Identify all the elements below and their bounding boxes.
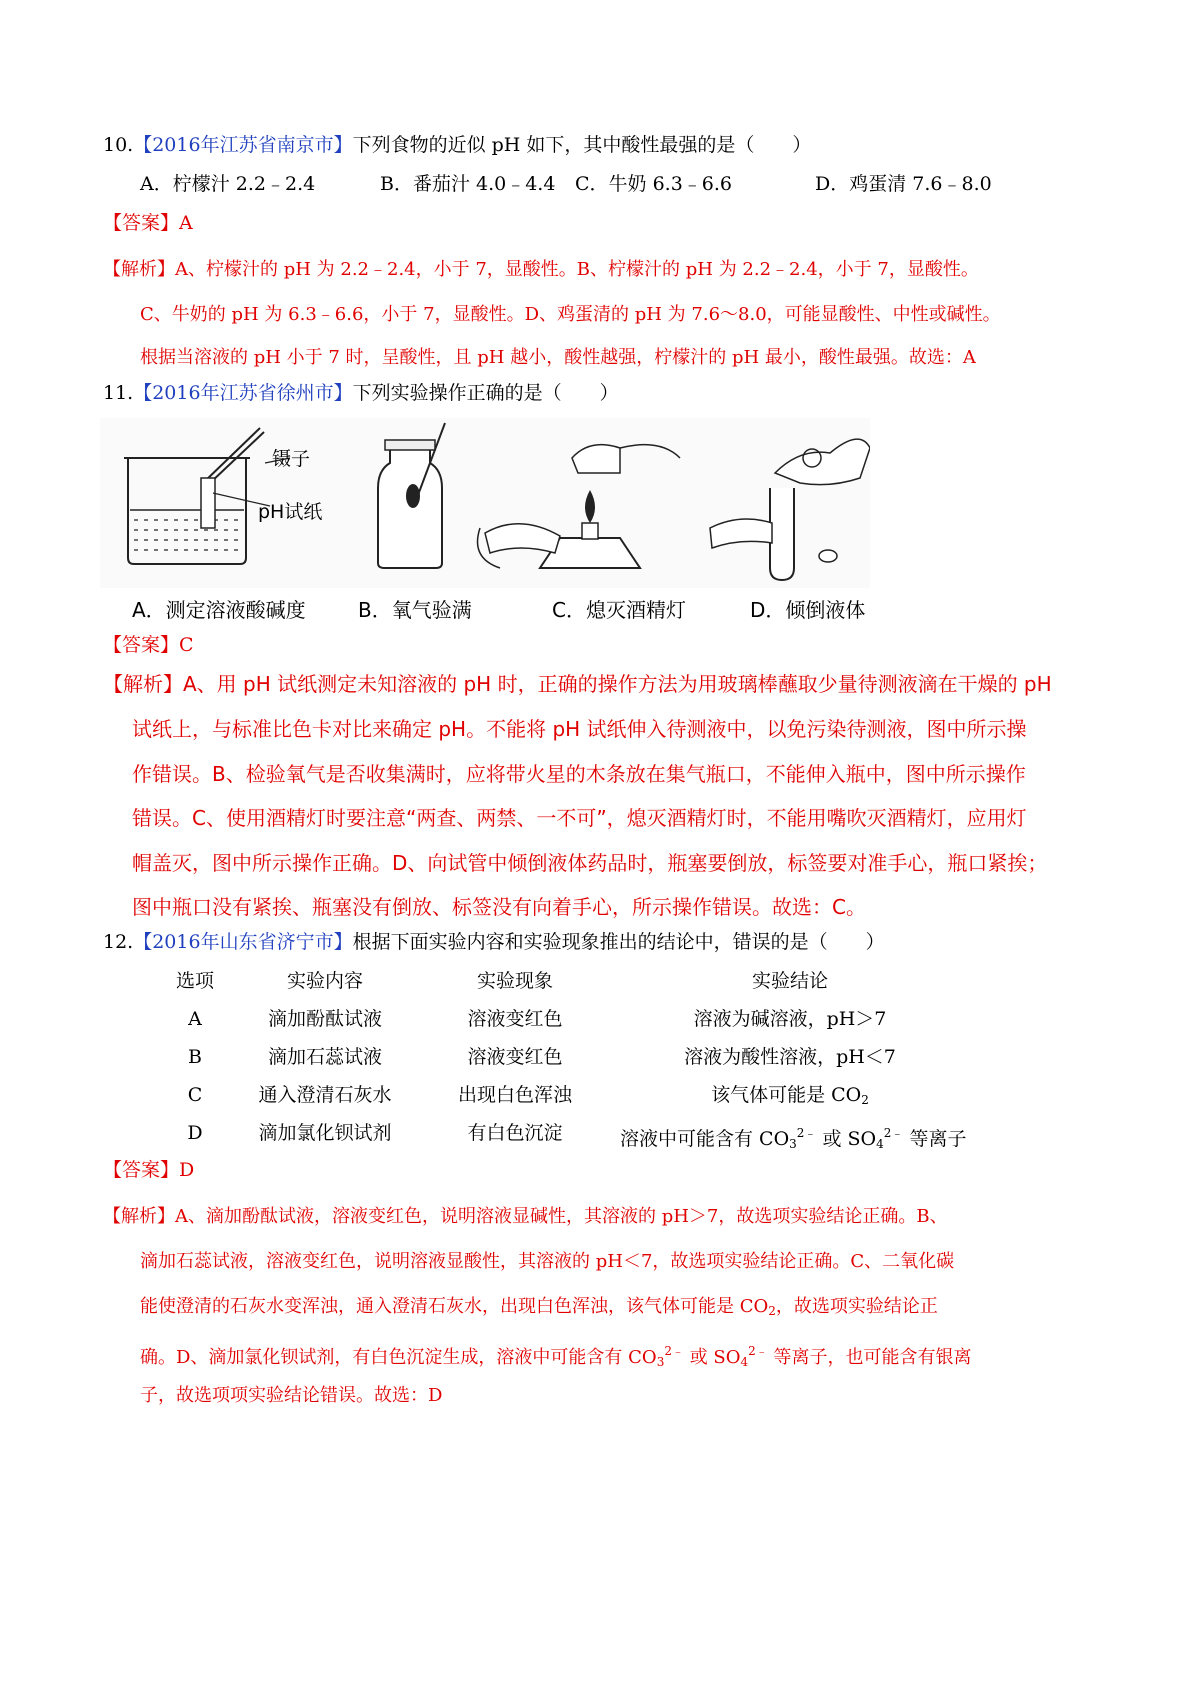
table-row-a-phenomenon: 溶液变红色	[467, 1008, 563, 1030]
q10-number: 10.	[103, 134, 134, 156]
q12-stem: 根据下面实验内容和实验现象推出的结论中，错误的是（ ）	[352, 931, 885, 953]
table-row-c-option: C	[187, 1084, 203, 1106]
q12-analysis-line-3	[140, 1294, 938, 1324]
q10-answer: 【答案】A	[103, 212, 193, 234]
q11-caption-b: B．氧气验满	[358, 598, 472, 622]
ph-paper-label: pH试纸	[258, 501, 323, 523]
q12-analysis-line-4-sub-1: 3	[656, 1355, 665, 1369]
q12-analysis-line-3-text: 能使澄清的石灰水变浑浊，通入澄清石灰水，出现白色浑浊，该气体可能是 CO	[140, 1296, 769, 1317]
table-header-option: 选项	[175, 970, 214, 992]
q11-analysis-line-4: 错误。C、使用酒精灯时要注意“两查、两禁、一不可”，熄灭酒精灯时，不能用嘴吹灭酒精灯，应用灯	[132, 806, 1027, 830]
q10-analysis-line-2: C、牛奶的 pH 为 6.3﹣6.6，小于 7，显酸性。D、鸡蛋清的 pH 为 7.6～8.0，可能显酸性、中性或碱性。	[140, 304, 1001, 325]
table-row-b-option: B	[188, 1046, 202, 1068]
q10-analysis-line-3: 根据当溶液的 pH 小于 7 时，呈酸性，且 pH 越小，酸性越强，柠檬汁的 pH 最小，酸性最强。故选：A	[140, 347, 976, 368]
q11-caption-c: C．熄灭酒精灯	[552, 598, 686, 622]
q10-stem-line	[103, 132, 811, 158]
table-row-b-content: 滴加石蕊试液	[267, 1046, 382, 1068]
table-header-content: 实验内容	[286, 970, 363, 992]
q11-number: 11.	[103, 382, 134, 404]
table-header-phenomenon: 实验现象	[476, 970, 553, 992]
q10-stem: 下列食物的近似 pH 如下，其中酸性最强的是（ ）	[352, 134, 812, 156]
q12-analysis-line-1: 【解析】A、滴加酚酞试液，溶液变红色，说明溶液显碱性，其溶液的 pH＞7，故选项实验结论正确。B、	[103, 1206, 948, 1227]
q12-analysis-line-4-text: 确。D、滴加氯化钡试剂，有白色沉淀生成，溶液中可能含有 CO	[140, 1347, 657, 1368]
conclusion-d-sub-2: 4	[876, 1137, 884, 1151]
table-row-c-conclusion	[640, 1082, 940, 1113]
q12-source: 【2016年山东省济宁市】	[133, 931, 353, 953]
beaker-illustration	[124, 428, 290, 564]
table-row-c-content: 通入澄清石灰水	[258, 1084, 392, 1106]
q11-analysis-line-6: 图中瓶口没有紧挨、瓶塞没有倒放、标签没有向着手心，所示操作错误。故选：C。	[132, 895, 866, 919]
q12-analysis-line-4-mid: 或 SO	[689, 1347, 741, 1368]
q11-stem-line	[103, 380, 619, 406]
q11-analysis-line-1: 【解析】A、用 pH 试纸测定未知溶液的 pH 时，正确的操作方法为用玻璃棒蘸取少量待测液滴在干燥的 pH	[103, 672, 1052, 696]
q12-analysis-line-4-end: 等离子，也可能含有银离	[773, 1347, 972, 1368]
q12-stem-line	[103, 929, 885, 955]
table-row-d-option: D	[187, 1122, 203, 1144]
gas-bottle-illustration	[378, 423, 445, 568]
table-row-d-phenomenon: 有白色沉淀	[467, 1122, 563, 1144]
q12-number: 12.	[103, 931, 134, 953]
q10-source: 【2016年江苏省南京市】	[133, 134, 353, 156]
q12-analysis-line-2: 滴加石蕊试液，溶液变红色，说明溶液显酸性，其溶液的 pH＜7，故选项实验结论正确。C、二氧化碳	[140, 1251, 955, 1272]
q11-caption-a: A．测定溶液酸碱度	[132, 598, 306, 622]
q11-illustrations	[100, 418, 870, 588]
q11-stem: 下列实验操作正确的是（ ）	[352, 382, 619, 404]
pouring-illustration	[710, 439, 870, 580]
q12-analysis-line-5: 子，故选项项实验结论错误。故选：D	[140, 1385, 443, 1406]
q11-analysis-line-5: 帽盖灭，图中所示操作正确。D、向试管中倾倒液体药品时，瓶塞要倒放，标签要对准手心，瓶口紧挨；	[132, 851, 1048, 875]
table-header-conclusion: 实验结论	[751, 970, 828, 992]
q11-answer: 【答案】C	[103, 634, 194, 656]
tweezers-label: 镊子	[272, 448, 311, 470]
table-row-d-conclusion	[620, 1120, 967, 1157]
conclusion-c-text: 该气体可能是 CO	[711, 1084, 862, 1106]
conclusion-d-sup-1: 2﹣	[796, 1126, 817, 1140]
table-row-a-conclusion: 溶液为碱溶液，pH＞7	[693, 1008, 887, 1030]
table-row-b-conclusion: 溶液为酸性溶液，pH＜7	[684, 1046, 896, 1068]
table-row-d-content: 滴加氯化钡试剂	[258, 1122, 392, 1144]
q10-option-c: C．牛奶 6.3﹣6.6	[575, 173, 733, 195]
table-row-a-option: A	[188, 1008, 202, 1030]
table-row-b-phenomenon: 溶液变红色	[467, 1046, 563, 1068]
table-row-c-phenomenon: 出现白色浑浊	[457, 1084, 572, 1106]
q10-option-b: B．番茄汁 4.0﹣4.4	[380, 173, 556, 195]
conclusion-d-sub-1: 3	[789, 1137, 797, 1151]
q12-analysis-line-4-sup-2: 2﹣	[748, 1344, 768, 1358]
conclusion-d-text-1: 溶液中可能含有 CO	[620, 1128, 790, 1150]
conclusion-d-sup-2: 2﹣	[883, 1126, 904, 1140]
q11-caption-d: D．倾倒液体	[750, 598, 866, 622]
table-row-a-content: 滴加酚酞试液	[267, 1008, 382, 1030]
q12-analysis-line-4-sub-2: 4	[740, 1355, 749, 1369]
q11-analysis-line-3: 作错误。B、检验氧气是否收集满时，应将带火星的木条放在集气瓶口，不能伸入瓶中，图中所示操作	[132, 762, 1026, 786]
q12-analysis-line-4	[140, 1338, 972, 1375]
conclusion-d-text-3: 等离子	[909, 1128, 967, 1150]
q11-source: 【2016年江苏省徐州市】	[133, 382, 353, 404]
q10-option-d: D．鸡蛋清 7.6﹣8.0	[815, 173, 992, 195]
q12-answer: 【答案】D	[103, 1159, 195, 1181]
q12-analysis-line-3-end: ，故选项实验结论正	[775, 1296, 938, 1317]
alcohol-lamp-illustration	[478, 445, 681, 568]
q10-analysis-line-1: 【解析】A、柠檬汁的 pH 为 2.2﹣2.4，小于 7，显酸性。B、柠檬汁的 pH 为 2.2﹣2.4，小于 7，显酸性。	[103, 259, 979, 280]
q11-analysis-line-2: 试纸上，与标准比色卡对比来确定 pH。不能将 pH 试纸伸入待测液中，以免污染待测液，图中所示操	[132, 717, 1027, 741]
conclusion-c-subscript: 2	[861, 1093, 869, 1107]
q10-option-a: A．柠檬汁 2.2﹣2.4	[140, 173, 316, 195]
q12-analysis-line-4-sup-1: 2﹣	[664, 1344, 684, 1358]
conclusion-d-text-2: 或 SO	[822, 1128, 877, 1150]
q12-analysis-line-3-sub: 2	[768, 1304, 776, 1318]
q11-figure-strip	[100, 418, 870, 588]
